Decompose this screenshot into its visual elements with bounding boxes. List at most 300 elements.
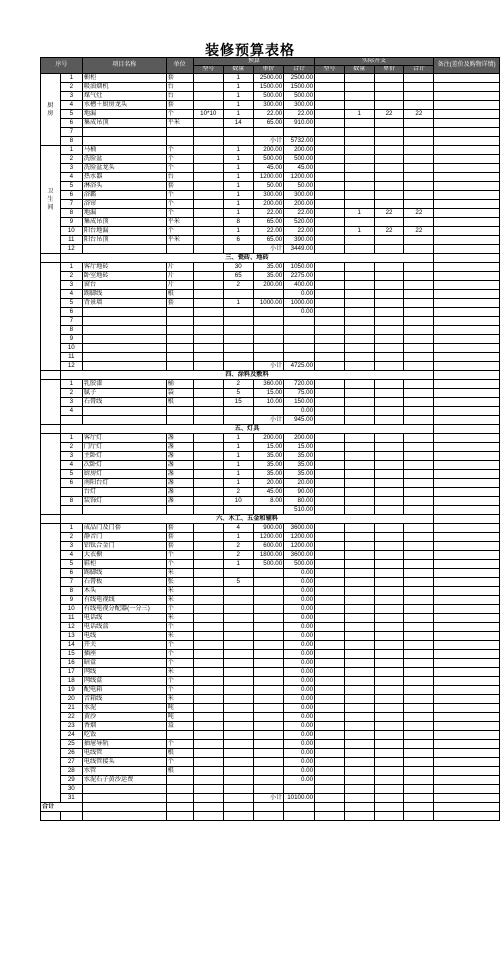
budget-model-cell: [193, 92, 223, 101]
budget-total-cell: 0.00: [284, 713, 315, 722]
table-row: [41, 335, 500, 344]
item-name-cell: [82, 326, 166, 335]
budget-price-cell: [253, 353, 284, 362]
budget-qty-cell: [223, 596, 253, 605]
table-row: [41, 290, 500, 299]
unit-cell: 米: [166, 632, 193, 641]
unit-cell: [166, 128, 193, 137]
budget-model-cell: [193, 605, 223, 614]
budget-model-cell: [193, 335, 223, 344]
section-title-row: [41, 515, 500, 524]
table-row: [41, 191, 500, 200]
actual-qty-cell: [344, 470, 374, 479]
budget-total-cell: 1500.00: [284, 83, 315, 92]
budget-total-cell: 0.00: [284, 704, 315, 713]
actual-price-cell: [374, 416, 404, 425]
actual-qty-cell: [344, 605, 374, 614]
unit-cell: 个: [166, 641, 193, 650]
actual-total-cell: [404, 596, 434, 605]
seq-cell: 12: [60, 362, 82, 371]
note-cell: [434, 362, 500, 371]
table-row: [41, 209, 500, 218]
header-actual-total: 合计: [404, 66, 434, 74]
actual-qty-cell: [344, 335, 374, 344]
budget-qty-cell: 1: [223, 209, 253, 218]
actual-model-cell: [315, 155, 345, 164]
item-name-cell: 地漏: [82, 209, 166, 218]
actual-price-cell: [374, 785, 404, 794]
item-name-cell: 地漏: [82, 110, 166, 119]
unit-cell: 盏: [166, 461, 193, 470]
budget-price-cell: 35.00: [253, 461, 284, 470]
seq-cell: 6: [60, 569, 82, 578]
budget-model-cell: [193, 155, 223, 164]
actual-total-cell: [404, 650, 434, 659]
budget-model-cell: [193, 623, 223, 632]
unit-cell: [166, 317, 193, 326]
unit-cell: 桶: [166, 380, 193, 389]
actual-price-cell: [374, 713, 404, 722]
table-row: [41, 380, 500, 389]
actual-model-cell: [315, 740, 345, 749]
budget-total-cell: 0.00: [284, 677, 315, 686]
table-row: [41, 704, 500, 713]
seq-cell: 7: [60, 128, 82, 137]
actual-model-cell: [315, 785, 345, 794]
budget-model-cell: [193, 749, 223, 758]
budget-price-cell: [253, 785, 284, 794]
actual-price-cell: [374, 533, 404, 542]
budget-model-cell: [193, 713, 223, 722]
actual-total-cell: [404, 416, 434, 425]
actual-total-cell: [404, 740, 434, 749]
budget-model-cell: [193, 137, 223, 146]
item-name-cell: [82, 137, 166, 146]
budget-qty-cell: [223, 353, 253, 362]
budget-model-cell: [193, 299, 223, 308]
empty-cell: [193, 812, 223, 821]
seq-cell: 11: [60, 236, 82, 245]
budget-price-cell: [253, 731, 284, 740]
unit-cell: 套: [166, 533, 193, 542]
budget-qty-cell: [223, 137, 253, 146]
actual-price-cell: [374, 128, 404, 137]
actual-qty-cell: [344, 407, 374, 416]
budget-price-cell: [253, 344, 284, 353]
budget-total-cell: 0.00: [284, 731, 315, 740]
budget-qty-cell: 2: [223, 380, 253, 389]
budget-price-cell: 300.00: [253, 191, 284, 200]
budget-price-cell: [253, 776, 284, 785]
actual-total-cell: 22: [404, 227, 434, 236]
actual-price-cell: [374, 506, 404, 515]
item-name-cell: 客厅地砖: [82, 263, 166, 272]
item-name-cell: 黄沙: [82, 713, 166, 722]
table-row: [41, 83, 500, 92]
unit-cell: 个: [166, 650, 193, 659]
seq-cell: 9: [60, 335, 82, 344]
budget-model-cell: [193, 695, 223, 704]
seq-cell: 1: [60, 380, 82, 389]
table-row: [41, 731, 500, 740]
budget-price-cell: 20.00: [253, 479, 284, 488]
seq-cell: 29: [60, 776, 82, 785]
table-row: [41, 317, 500, 326]
budget-total-cell: 0.00: [284, 686, 315, 695]
actual-model-cell: [315, 236, 345, 245]
actual-price-cell: [374, 74, 404, 83]
actual-price-cell: [374, 146, 404, 155]
actual-total-cell: [404, 317, 434, 326]
empty-cell: [223, 812, 253, 821]
unit-cell: 根: [166, 749, 193, 758]
empty-cell: [253, 812, 284, 821]
actual-price-cell: [374, 569, 404, 578]
budget-total-cell: 50.00: [284, 182, 315, 191]
note-cell: [434, 110, 500, 119]
budget-model-cell: [193, 587, 223, 596]
actual-price-cell: [374, 794, 404, 803]
actual-total-cell: [404, 407, 434, 416]
budget-price-cell: 500.00: [253, 155, 284, 164]
item-name-cell: 马桶: [82, 146, 166, 155]
section-title: 六、木工、五金和辅料: [60, 515, 434, 524]
table-row: [41, 398, 500, 407]
actual-total-cell: [404, 551, 434, 560]
actual-total-cell: [404, 623, 434, 632]
actual-price-cell: [374, 272, 404, 281]
budget-qty-cell: 1: [223, 173, 253, 182]
seq-cell: 28: [60, 767, 82, 776]
budget-total-cell: 200.00: [284, 146, 315, 155]
item-name-cell: 电话线: [82, 614, 166, 623]
seq-cell: 1: [60, 524, 82, 533]
budget-qty-cell: 1: [223, 560, 253, 569]
budget-model-cell: [193, 434, 223, 443]
budget-model-cell: [193, 659, 223, 668]
budget-total-cell: 0.00: [284, 308, 315, 317]
actual-qty-cell: [344, 560, 374, 569]
actual-model-cell: [315, 416, 345, 425]
actual-model-cell: [315, 569, 345, 578]
budget-total-cell: [284, 353, 315, 362]
actual-qty-cell: [344, 614, 374, 623]
budget-price-cell: [253, 722, 284, 731]
actual-model-cell: [315, 218, 345, 227]
unit-cell: [166, 137, 193, 146]
table-row: [41, 794, 500, 803]
budget-price-cell: [253, 758, 284, 767]
actual-qty-cell: [344, 479, 374, 488]
actual-price-cell: [374, 605, 404, 614]
table-row: [41, 758, 500, 767]
unit-cell: 套: [166, 101, 193, 110]
actual-price-cell: [374, 173, 404, 182]
table-row: [41, 263, 500, 272]
actual-model-cell: [315, 479, 345, 488]
grand-total-cell: [284, 803, 315, 812]
budget-total-cell: 20.00: [284, 479, 315, 488]
table-row: [41, 677, 500, 686]
budget-qty-cell: [223, 605, 253, 614]
seq-cell: 8: [60, 497, 82, 506]
note-cell: [434, 641, 500, 650]
budget-model-cell: [193, 641, 223, 650]
actual-price-cell: [374, 623, 404, 632]
actual-total-cell: [404, 749, 434, 758]
budget-price-cell: 65.00: [253, 236, 284, 245]
budget-total-cell: 35.00: [284, 470, 315, 479]
item-name-cell: 厨房灯: [82, 470, 166, 479]
actual-model-cell: [315, 200, 345, 209]
actual-qty-cell: [344, 542, 374, 551]
seq-cell: 3: [60, 92, 82, 101]
item-name-cell: 卧室地砖: [82, 272, 166, 281]
unit-cell: 个: [166, 686, 193, 695]
note-cell: [434, 785, 500, 794]
budget-model-cell: [193, 209, 223, 218]
budget-price-cell: [253, 740, 284, 749]
actual-model-cell: [315, 470, 345, 479]
note-cell: [434, 569, 500, 578]
table-row: [41, 614, 500, 623]
budget-total-cell: 910.00: [284, 119, 315, 128]
seq-cell: 8: [60, 137, 82, 146]
actual-model-cell: [315, 173, 345, 182]
actual-total-cell: [404, 281, 434, 290]
actual-qty-cell: [344, 101, 374, 110]
actual-price-cell: [374, 704, 404, 713]
budget-total-cell: 0.00: [284, 407, 315, 416]
budget-model-cell: [193, 506, 223, 515]
header-item: 项目名称: [82, 58, 166, 74]
budget-total-cell: 0.00: [284, 605, 315, 614]
unit-cell: [166, 731, 193, 740]
actual-model-cell: [315, 614, 345, 623]
actual-model-cell: [315, 704, 345, 713]
budget-model-cell: [193, 353, 223, 362]
budget-qty-cell: 1: [223, 470, 253, 479]
budget-model-cell: [193, 488, 223, 497]
actual-model-cell: [315, 119, 345, 128]
actual-model-cell: [315, 344, 345, 353]
actual-total-cell: [404, 659, 434, 668]
seq-cell: 4: [60, 290, 82, 299]
actual-model-cell: [315, 263, 345, 272]
budget-qty-cell: [223, 668, 253, 677]
unit-cell: 个: [166, 191, 193, 200]
header-unit: 单位: [166, 58, 193, 74]
note-cell: [434, 299, 500, 308]
empty-cell: [284, 812, 315, 821]
item-name-cell: 音箱线: [82, 695, 166, 704]
actual-model-cell: [315, 641, 345, 650]
actual-price-cell: [374, 497, 404, 506]
budget-qty-cell: 1: [223, 74, 253, 83]
unit-cell: [166, 326, 193, 335]
unit-cell: 米: [166, 668, 193, 677]
actual-qty-cell: [344, 488, 374, 497]
table-row: [41, 623, 500, 632]
actual-price-cell: 22: [374, 209, 404, 218]
actual-qty-cell: [344, 443, 374, 452]
budget-price-cell: [253, 641, 284, 650]
note-cell: [434, 758, 500, 767]
actual-qty-cell: [344, 308, 374, 317]
budget-qty-cell: [223, 749, 253, 758]
actual-price-cell: [374, 578, 404, 587]
actual-qty-cell: [344, 281, 374, 290]
budget-price-cell: 小计: [253, 245, 284, 254]
table-row: [41, 596, 500, 605]
budget-total-cell: 0.00: [284, 650, 315, 659]
item-name-cell: 橱柜: [82, 74, 166, 83]
item-name-cell: 电线管接头: [82, 758, 166, 767]
budget-qty-cell: 2: [223, 551, 253, 560]
actual-model-cell: [315, 389, 345, 398]
budget-model-cell: [193, 281, 223, 290]
budget-price-cell: [253, 659, 284, 668]
actual-model-cell: [315, 677, 345, 686]
actual-qty-cell: [344, 461, 374, 470]
item-name-cell: [82, 353, 166, 362]
budget-price-cell: 2500.00: [253, 74, 284, 83]
note-cell: [434, 623, 500, 632]
budget-model-cell: [193, 497, 223, 506]
budget-price-cell: [253, 308, 284, 317]
budget-qty-cell: [223, 128, 253, 137]
empty-cell: [374, 812, 404, 821]
actual-qty-cell: [344, 623, 374, 632]
budget-price-cell: 200.00: [253, 434, 284, 443]
actual-qty-cell: [344, 758, 374, 767]
budget-total-cell: 150.00: [284, 398, 315, 407]
budget-qty-cell: 1: [223, 299, 253, 308]
actual-qty-cell: [344, 398, 374, 407]
seq-cell: 4: [60, 551, 82, 560]
budget-total-cell: 2500.00: [284, 74, 315, 83]
actual-model-cell: [315, 713, 345, 722]
note-cell: [434, 263, 500, 272]
table-row: [41, 74, 500, 83]
table-row: [41, 227, 500, 236]
table-row: [41, 281, 500, 290]
section-title-row: [41, 425, 500, 434]
budget-price-cell: 小计: [253, 416, 284, 425]
grand-total-cell: [193, 803, 223, 812]
actual-qty-cell: [344, 587, 374, 596]
budget-total-cell: 1050.00: [284, 263, 315, 272]
empty-cell: [434, 812, 500, 821]
budget-qty-cell: 1: [223, 461, 253, 470]
budget-price-cell: 360.00: [253, 380, 284, 389]
note-cell: [434, 353, 500, 362]
note-cell: [434, 182, 500, 191]
table-row: [41, 461, 500, 470]
budget-price-cell: 200.00: [253, 281, 284, 290]
actual-qty-cell: [344, 389, 374, 398]
budget-qty-cell: 1: [223, 191, 253, 200]
seq-cell: 12: [60, 623, 82, 632]
budget-qty-cell: [223, 641, 253, 650]
note-cell: [434, 326, 500, 335]
note-cell: [434, 596, 500, 605]
header-budget-qty: 数量: [223, 66, 253, 74]
budget-total-cell: 0.00: [284, 641, 315, 650]
note-cell: [434, 92, 500, 101]
note-cell: [434, 236, 500, 245]
actual-qty-cell: [344, 326, 374, 335]
actual-model-cell: [315, 776, 345, 785]
note-cell: [434, 677, 500, 686]
actual-model-cell: [315, 434, 345, 443]
item-name-cell: 阳台地漏: [82, 227, 166, 236]
budget-model-cell: [193, 191, 223, 200]
actual-total-cell: [404, 92, 434, 101]
actual-qty-cell: [344, 722, 374, 731]
actual-total-cell: [404, 569, 434, 578]
item-name-cell: 木头: [82, 587, 166, 596]
actual-qty-cell: [344, 776, 374, 785]
note-cell: [434, 515, 500, 524]
note-cell: [434, 668, 500, 677]
budget-price-cell: [253, 668, 284, 677]
actual-total-cell: [404, 731, 434, 740]
budget-qty-cell: [223, 767, 253, 776]
actual-qty-cell: [344, 551, 374, 560]
actual-qty-cell: [344, 92, 374, 101]
budget-total-cell: 0.00: [284, 290, 315, 299]
budget-qty-cell: 1: [223, 200, 253, 209]
note-cell: [434, 533, 500, 542]
seq-cell: 10: [60, 227, 82, 236]
actual-price-cell: [374, 542, 404, 551]
unit-cell: 片: [166, 272, 193, 281]
budget-price-cell: 1200.00: [253, 533, 284, 542]
budget-price-cell: 65.00: [253, 218, 284, 227]
note-cell: [434, 389, 500, 398]
note-cell: [434, 407, 500, 416]
budget-model-cell: [193, 533, 223, 542]
seq-cell: 13: [60, 632, 82, 641]
budget-price-cell: [253, 695, 284, 704]
actual-model-cell: [315, 308, 345, 317]
seq-cell: 9: [60, 218, 82, 227]
actual-price-cell: [374, 101, 404, 110]
actual-model-cell: [315, 380, 345, 389]
budget-total-cell: [284, 344, 315, 353]
actual-qty-cell: [344, 794, 374, 803]
seq-cell: 8: [60, 587, 82, 596]
note-cell: [434, 605, 500, 614]
actual-total-cell: [404, 380, 434, 389]
section-blank-cell: [41, 425, 61, 434]
actual-qty-cell: [344, 524, 374, 533]
seq-cell: 10: [60, 605, 82, 614]
actual-price-cell: [374, 551, 404, 560]
actual-total-cell: [404, 524, 434, 533]
item-name-cell: [82, 128, 166, 137]
unit-cell: 个: [166, 560, 193, 569]
budget-model-cell: [193, 362, 223, 371]
actual-total-cell: [404, 218, 434, 227]
budget-total-cell: 0.00: [284, 632, 315, 641]
budget-total-cell: [284, 317, 315, 326]
actual-qty-cell: [344, 452, 374, 461]
budget-qty-cell: [223, 704, 253, 713]
budget-model-cell: [193, 326, 223, 335]
actual-price-cell: [374, 632, 404, 641]
